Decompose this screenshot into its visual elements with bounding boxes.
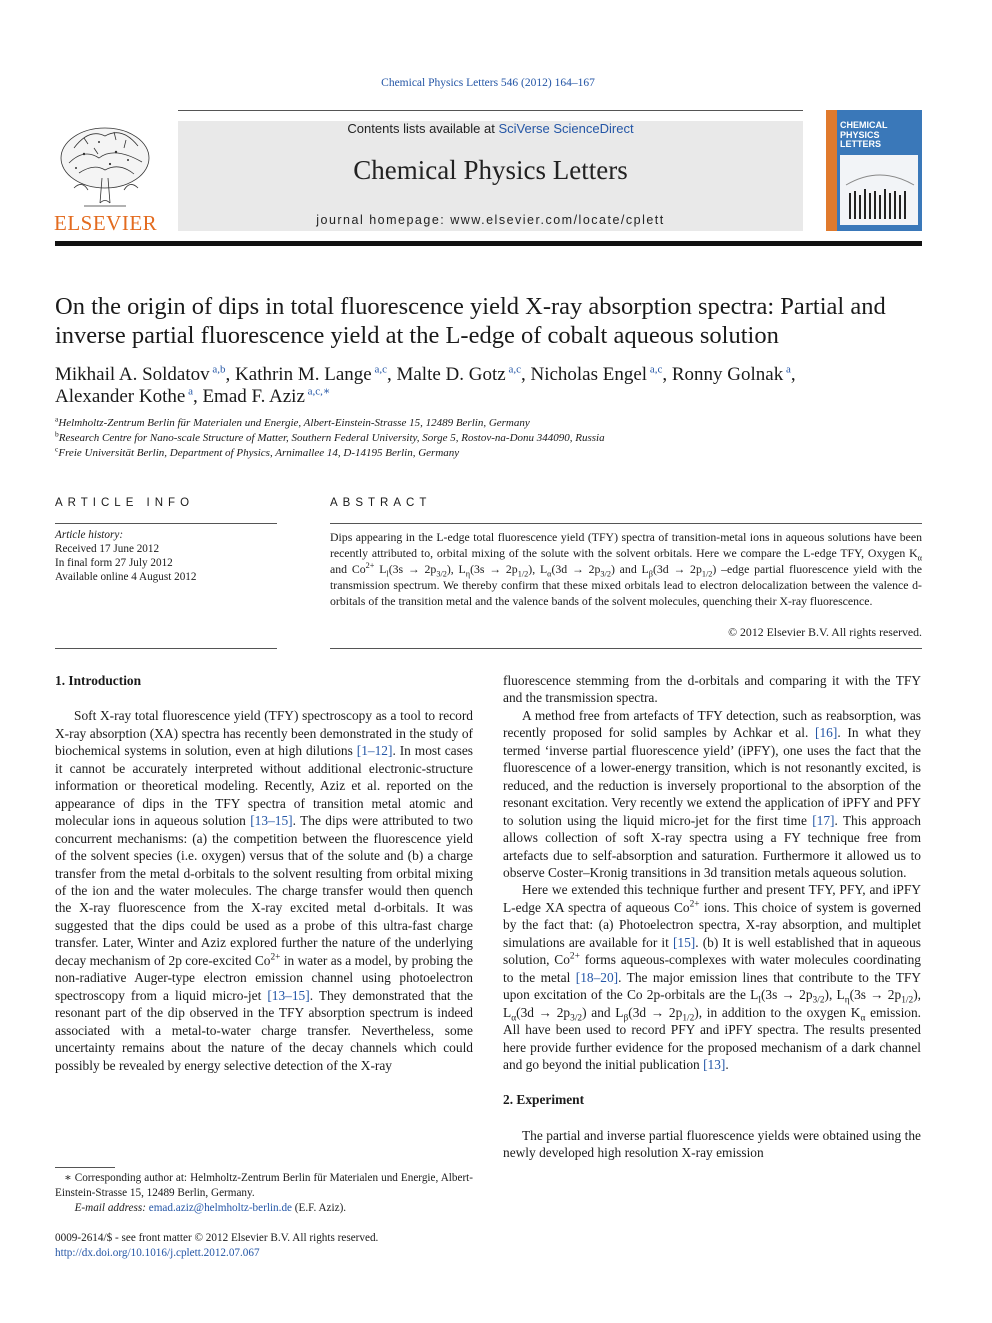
affiliations (55, 416, 935, 460)
author-affil-mark[interactable]: a,b (212, 363, 226, 376)
cover-strip (826, 110, 837, 231)
article-info-bottom-rule (55, 648, 277, 649)
article-history (55, 528, 285, 584)
history-heading: Article history: (55, 529, 124, 541)
affiliation: $^b$Research Centre for Nano-scale Structure of Matter, Southern Federal University, Sorge 5, Rostov-na-Donu 344090, Russia (55, 429, 605, 444)
author[interactable]: Nicholas Engel (530, 364, 648, 385)
cover-title (840, 121, 888, 150)
article-title: On the origin of dips in total fluorescence yield X-ray absorption spectra: Partial and inverse partial fluorescence yield at the L-edge of cobalt aqueous solution (55, 293, 886, 349)
article-info-label: ARTICLE INFO (55, 497, 195, 509)
citation-link[interactable]: [13–15] (250, 813, 293, 829)
author[interactable]: Malte D. Gotz (396, 364, 506, 385)
abstract-label: ABSTRACT (330, 497, 432, 509)
email-note: E-mail address: emad.aziz@helmholtz-berlin.de (E.F. Aziz). (74, 1202, 347, 1214)
cover-title-line-1: CHEMICAL (840, 120, 888, 130)
contents-prefix: Contents lists available at (347, 121, 499, 136)
journal-title: Chemical Physics Letters (353, 155, 628, 185)
author-affil-mark[interactable]: a,c (649, 363, 663, 376)
header-rule (178, 110, 803, 111)
header-thick-rule (55, 241, 922, 246)
elsevier-logo[interactable] (54, 118, 156, 236)
author[interactable]: Emad F. Aziz (202, 386, 305, 407)
author-affil-mark[interactable]: a,c (374, 363, 387, 376)
journal-reference[interactable]: Chemical Physics Letters 546 (2012) 164–167 (381, 77, 595, 89)
citation-link[interactable]: [18–20] (575, 969, 619, 985)
author-affil-mark[interactable]: a (785, 363, 791, 376)
front-matter (55, 1231, 475, 1260)
corresponding-author-note: ∗ Corresponding author at: Helmholtz-Zentrum Berlin für Materialen und Energie, Albert-Einstein-Strasse 15, 12489 Berlin, Germany. (55, 1172, 474, 1199)
paragraph: The partial and inverse partial fluorescence yields were obtained using the newly developed high resolution X-ray emission (503, 1127, 921, 1161)
section-heading-introduction: 1. Introduction (55, 673, 142, 688)
journal-header-box (178, 121, 803, 231)
citation-link[interactable]: [16] (815, 725, 838, 741)
citation-link[interactable]: [13] (703, 1056, 726, 1072)
section-heading-experiment: 2. Experiment (503, 1092, 585, 1108)
abstract-bottom-rule (330, 648, 922, 649)
issn-line: 0009-2614/$ - see front matter © 2012 Elsevier B.V. All rights reserved. (55, 1232, 379, 1244)
paragraph: A method free from artefacts of TFY detection, such as reabsorption, was recently proposed for solid samples by Achkar et al. [16]. In what they termed ‘inverse partial fluorescence yield’ (iPFY), one uses the fact that the fluorescence of a lower-energy transition, which is not resonantly excited, is reduced, and the reduction is inversely proportional to the absorption of the resonant excitation. Very recently we extend the application of iPFY and PFY to solution using the liquid micro-jet for the first time [17]. This approach allows collection of soft X-ray spectra using a FY technique free from artefacts due to self-absorption and saturation. Furthermore it allowed us to observe Coster–Kronig transitions in 3d transition metals aqueous solution. (503, 707, 921, 880)
footnote-rule (55, 1167, 115, 1168)
author-list: Mikhail A. Soldatov $^{a,b}$, Kathrin M. Lange $^{a,c}$, Malte D. Gotz $^{a,c}$, Nicholas Engel $^{a,c}$, Ronny Golnak $^a$, Alexander Kothe $^a$, Emad F. Aziz $^{a,c,∗}$ (55, 363, 796, 407)
cover-title-line-3: LETTERS (840, 139, 882, 149)
affiliation: $^a$Helmholtz-Zentrum Berlin für Materialen und Energie, Albert-Einstein-Strasse 15, 12489 Berlin, Germany (55, 414, 530, 429)
cover-graphic-icon (840, 155, 918, 225)
abstract-text: Dips appearing in the L-edge total fluorescence yield (TFY) spectra of transition-metal ions in aqueous solutions have been recently attributed to, orbital mixing of the solute with the solvent orbitals. Here we compare the L-edge TFY, Oxygen $K_\alpha$ and $Co^{2+}$ $L_l(3s \to 2p_{3/2})$, $L_\eta(3s \to 2p_{1/2})$, $L_\alpha(3d \to 2p_{3/2})$ and $L_\beta(3d \to 2p_{1/2})$ –edge partial fluorescence yield with the transmission spectrum. We thereby confirm that these mixed orbitals lead to electron delocalization between the valence d-orbitals of the transition metal and the valence bands of the solvent molecules, quenching their X-ray fluorescence. (330, 530, 923, 608)
citation-link[interactable]: [15] (672, 934, 696, 950)
cover-title-line-2: PHYSICS (840, 129, 880, 140)
doi-link[interactable]: http://dx.doi.org/10.1016/j.cplett.2012.07.067 (55, 1246, 260, 1259)
right-column (503, 672, 921, 1162)
footnote (55, 1171, 473, 1216)
author-affil-mark[interactable]: a (188, 385, 193, 398)
author[interactable]: Ronny Golnak (671, 364, 784, 385)
sciencedirect-link[interactable]: SciVerse ScienceDirect (498, 121, 634, 136)
affiliation: $^c$Freie Universität Berlin, Department of Physics, Arnimallee 14, D-14195 Berlin, Germany (55, 443, 460, 459)
abstract-copyright: © 2012 Elsevier B.V. All rights reserved. (728, 625, 922, 639)
citation-link[interactable]: [13–15] (267, 987, 310, 1003)
paragraph: fluorescence stemming from the d-orbitals and comparing it with the TFY and the transmission spectra. (503, 673, 921, 706)
history-online: Available online 4 August 2012 (55, 571, 197, 583)
author[interactable]: Kathrin M. Lange (235, 364, 372, 385)
author-affil-mark[interactable]: a,c,∗ (307, 385, 331, 398)
article-info-rule (55, 523, 277, 524)
citation-link[interactable]: [17] (812, 812, 835, 828)
author[interactable]: Alexander Kothe (55, 386, 186, 407)
journal-homepage[interactable]: journal homepage: www.elsevier.com/locate/cplett (316, 213, 665, 227)
elsevier-tree-icon (54, 118, 156, 214)
cover-image (840, 155, 918, 225)
email-link[interactable]: emad.aziz@helmholtz-berlin.de (148, 1202, 292, 1214)
elsevier-wordmark: ELSEVIER (54, 211, 158, 235)
paragraph: Soft X-ray total fluorescence yield (TFY) spectroscopy as a tool to record X-ray absorption (XA) spectra has recently been demonstrated in the study of biochemical systems in solution, even at high dilutions [1–12]. In most cases it cannot be accurately interpreted without additional electronic-structure information or theoretical modeling. Recently, Aziz et al. reported on the appearance of dips in the TFY spectra of transition metal atomic and molecular ions in aqueous solution [13–15]. The dips were attributed to two concurrent mechanisms: (a) the competition between the fluorescence yield of the solvent species (i.e. oxygen) versus that of the solute and (b) a charge transfer from the metal d-orbitals to the solvent resulting from orbital mixing of the ion and the water molecules. The charge transfer would then quench the X-ray fluorescence from the X-ray excited metal d-orbitals. It was suggested that the dips could be used as a probe of this ultra-fast charge transfer. Later, Winter and Aziz explored further the nature of the underlying decay mechanism of 2p core-excited $Co^{2+}$ in water as a model, by probing the non-radiative Auger-type electron emission channel using photoelectron spectroscopy from a liquid micro-jet [13–15]. They demonstrated that the resonant part of the dip observed in the TFY absorption spectrum is indeed associated with a metal-to-water charge transfer. Nevertheless, some uncertainty remains about the nature of the decay channels which could possibly be revealed by energy selective detection of the X-ray (55, 708, 473, 1073)
history-received: Received 17 June 2012 (55, 543, 160, 555)
history-final-form: In final form 27 July 2012 (55, 557, 173, 569)
author-affil-mark[interactable]: a,c (508, 363, 521, 376)
left-column (55, 672, 473, 1074)
journal-cover[interactable] (826, 110, 922, 231)
author[interactable]: Mikhail A. Soldatov (55, 364, 210, 385)
contents-line (178, 121, 803, 136)
paragraph: Here we extended this technique further and present TFY, PFY, and iPFY L-edge XA spectra of aqueous $Co^{2+}$ ions. This choice of system is governed by the fact that: (a) Photoelectron spectra, X-ray absorption, and multiplet simulations are available for it [15]. (b) It is well established that in aqueous solution, $Co^{2+}$ forms aqueous-complexes with water molecules coordinating to the metal [18–20]. The major emission lines that contribute to the TFY upon excitation of the Co 2p-orbitals are the $L_l(3s \to 2p_{3/2})$, $L_\eta(3s \to 2p_{1/2})$, $L_\alpha(3d \to 2p_{3/2})$ and $L_\beta(3d \to 2p_{1/2})$, in addition to the oxygen $K_\alpha$ emission. All have been used to record PFY and iPFY spectra. The results presented here provide further evidence for the proposed mechanism of a dark channel and go beyond the initial publication [13]. (503, 882, 922, 1072)
abstract-rule (330, 523, 922, 524)
citation-link[interactable]: [1–12] (356, 743, 393, 759)
